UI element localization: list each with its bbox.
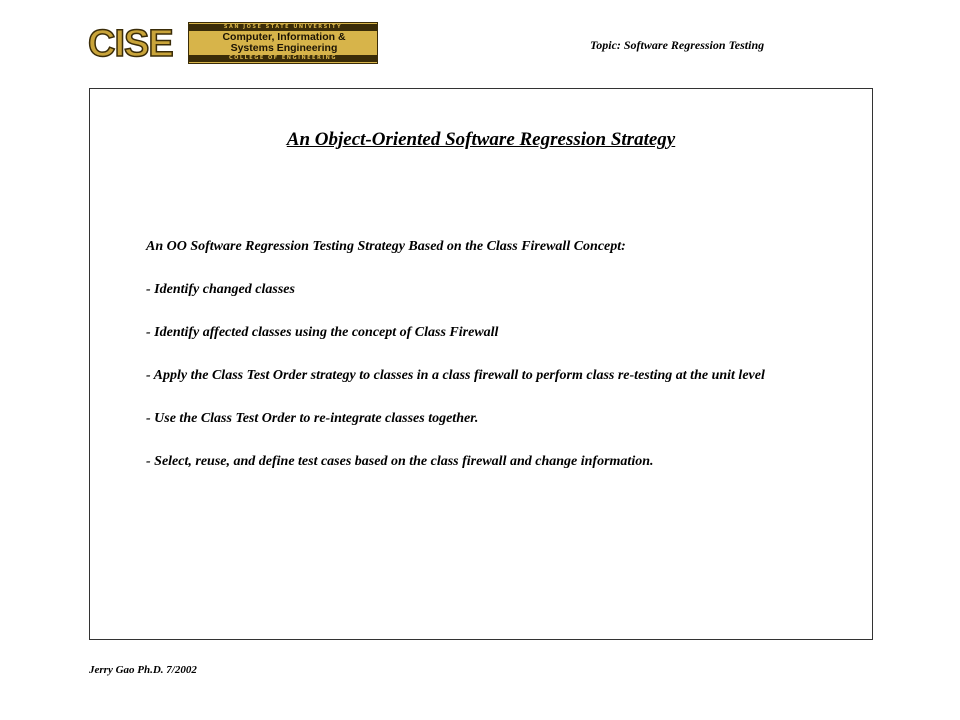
slide-body: [146, 237, 806, 495]
logo-department-line1: Computer, Information &: [222, 31, 346, 43]
slide-title: An Object-Oriented Software Regression Strategy: [286, 129, 676, 150]
logo-department: [193, 32, 375, 54]
intro-line: An OO Software Regression Testing Strategy Based on the Class Firewall Concept:: [146, 239, 626, 254]
logo-university: SAN JOSE STATE UNIVERSITY: [189, 24, 377, 31]
logo-mark: CISE: [88, 23, 173, 65]
cise-logo: [88, 22, 380, 66]
logo-banner: [188, 22, 378, 64]
topic-label: Topic: Software Regression Testing: [590, 38, 765, 52]
logo-college: COLLEGE OF ENGINEERING: [189, 55, 377, 62]
bullet-item: - Apply the Class Test Order strategy to classes in a class firewall to perform class re-testing at the unit level: [146, 368, 765, 383]
bullet-item: - Identify changed classes: [146, 282, 295, 297]
logo-department-line2: Systems Engineering: [230, 42, 338, 54]
footer-author: Jerry Gao Ph.D. 7/2002: [89, 664, 197, 676]
slide-frame: [89, 88, 873, 640]
bullet-item: - Use the Class Test Order to re-integrate classes together.: [146, 411, 479, 426]
bullet-item: - Select, reuse, and define test cases based on the class firewall and change information.: [146, 454, 654, 469]
bullet-item: - Identify affected classes using the concept of Class Firewall: [146, 325, 499, 340]
